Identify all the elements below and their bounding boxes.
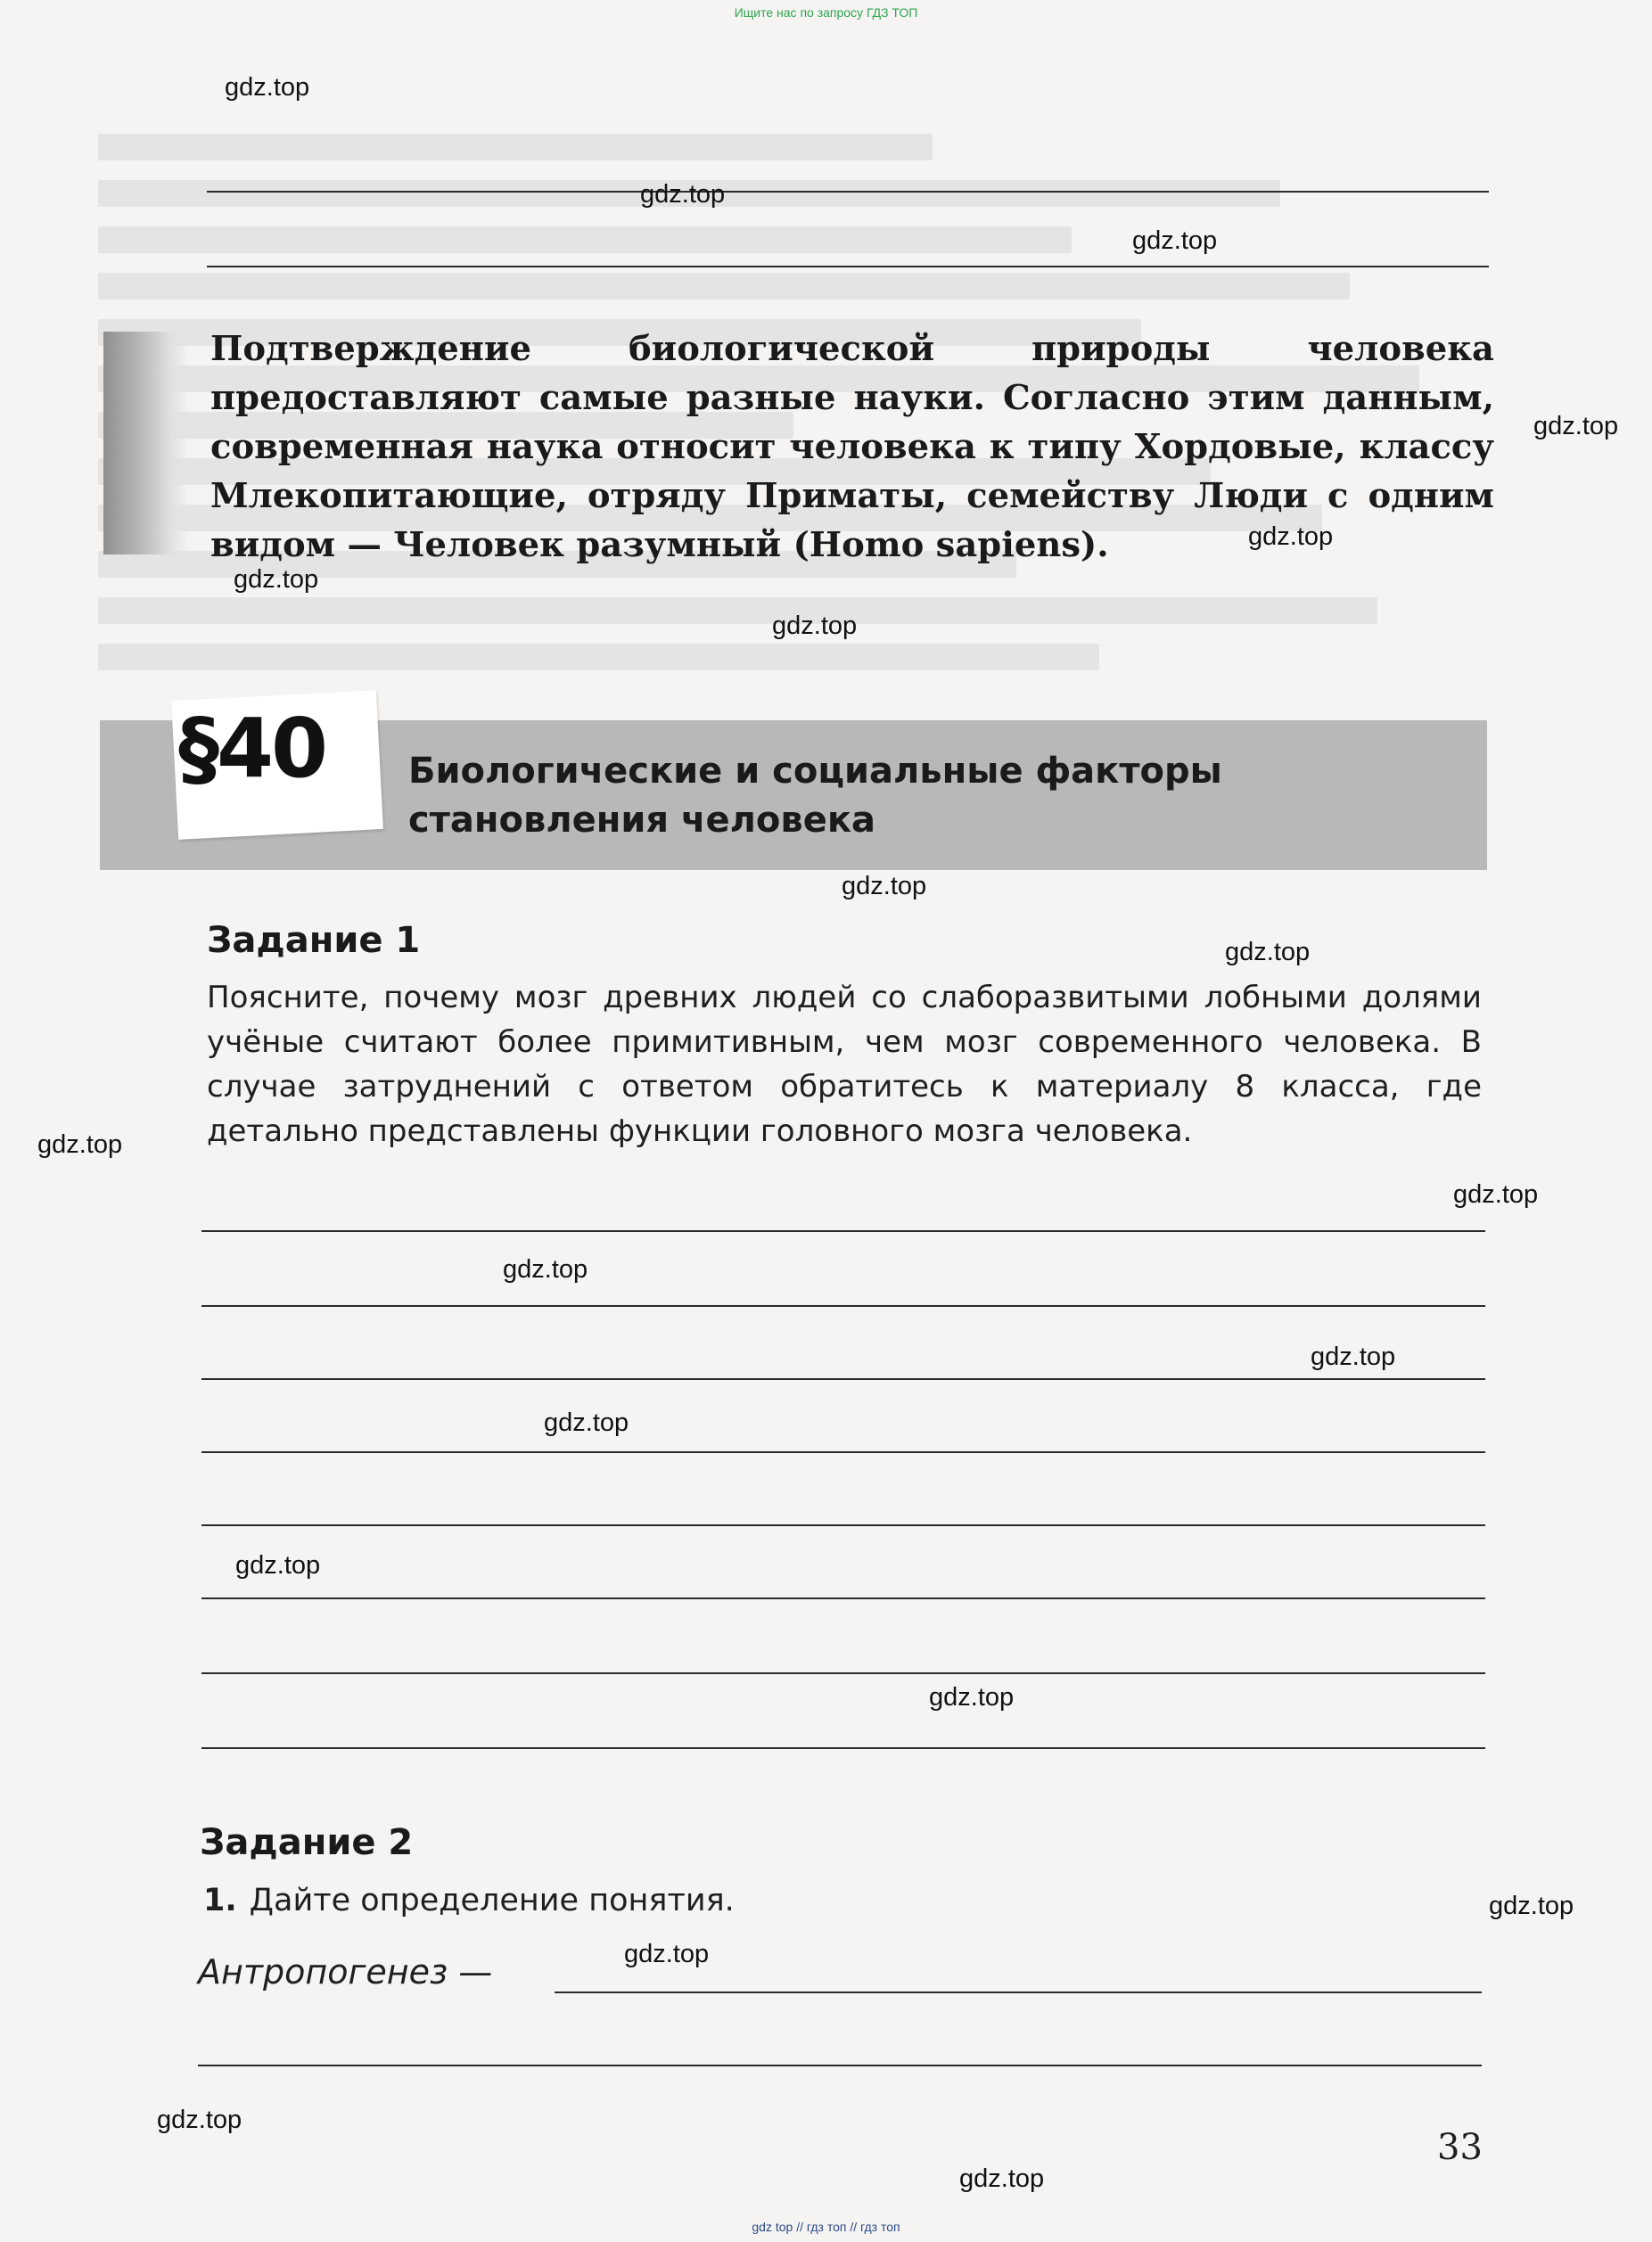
callout-accent-bar bbox=[103, 332, 189, 554]
watermark: gdz.top bbox=[624, 1940, 710, 1968]
watermark: gdz.top bbox=[157, 2106, 242, 2134]
watermark: gdz.top bbox=[503, 1255, 588, 1284]
answer-line bbox=[201, 1305, 1485, 1307]
answer-line bbox=[201, 1378, 1485, 1380]
term-label: Антропогенез — bbox=[198, 1952, 493, 1992]
answer-line bbox=[201, 1747, 1485, 1749]
watermark: gdz.top bbox=[640, 180, 726, 209]
watermark: gdz.top bbox=[1248, 522, 1334, 551]
watermark: gdz.top bbox=[37, 1130, 123, 1159]
callout-paragraph: Подтверждение биологической природы человека предоставляют самые разные науки. Согласно этим данным, современная наука относит человека к типу Хордовые, классу Млекопитающие, отряду Приматы, семейству Люди с одним видом — Человек разумный (Homo sapiens). bbox=[210, 329, 1494, 565]
section-symbol: § bbox=[178, 701, 217, 796]
task-1-heading: Задание 1 bbox=[207, 920, 421, 961]
watermark: gdz.top bbox=[225, 73, 310, 102]
task-2-heading: Задание 2 bbox=[200, 1822, 414, 1863]
watermark: gdz.top bbox=[235, 1551, 321, 1580]
answer-line bbox=[555, 1992, 1482, 1993]
answer-line bbox=[198, 2065, 1482, 2066]
section-number-value: 40 bbox=[217, 701, 326, 796]
answer-line bbox=[201, 1230, 1485, 1232]
watermark: gdz.top bbox=[842, 872, 927, 900]
answer-line bbox=[201, 1524, 1485, 1526]
item-number: 1. bbox=[203, 1883, 237, 1918]
page-number: 33 bbox=[1437, 2127, 1483, 2168]
watermark: gdz.top bbox=[1489, 1892, 1574, 1920]
watermark: gdz.top bbox=[772, 612, 858, 640]
task-2-item-1 bbox=[203, 1883, 735, 1918]
bottom-promo-note: gdz top // гдз топ // гдз топ bbox=[752, 2220, 900, 2234]
task-1-text: Поясните, почему мозг древних людей со слаборазвитыми лобными долями учёные считают более примитивным, чем мозг современного человека. В случае затруднений с ответом обратитесь к материалу 8 класса, где детально представлены функции головного мозга человека. bbox=[207, 980, 1482, 1149]
answer-line bbox=[201, 1451, 1485, 1453]
watermark: gdz.top bbox=[234, 565, 319, 594]
answer-line bbox=[207, 191, 1489, 193]
answer-line bbox=[201, 1597, 1485, 1599]
watermark: gdz.top bbox=[1225, 938, 1311, 966]
answer-line bbox=[207, 266, 1489, 267]
section-title: Биологические и социальные факторы становления человека bbox=[408, 751, 1222, 841]
watermark: gdz.top bbox=[1311, 1343, 1396, 1371]
watermark: gdz.top bbox=[1453, 1180, 1539, 1209]
answer-line bbox=[201, 1672, 1485, 1674]
watermark: gdz.top bbox=[959, 2164, 1045, 2193]
section-number bbox=[178, 701, 325, 796]
watermark: gdz.top bbox=[929, 1683, 1015, 1712]
watermark: gdz.top bbox=[1533, 412, 1619, 440]
item-text: Дайте определение понятия. bbox=[249, 1883, 735, 1918]
top-promo-note: Ищите нас по запросу ГДЗ ТОП bbox=[734, 5, 918, 20]
watermark: gdz.top bbox=[544, 1408, 629, 1437]
watermark: gdz.top bbox=[1132, 226, 1218, 255]
